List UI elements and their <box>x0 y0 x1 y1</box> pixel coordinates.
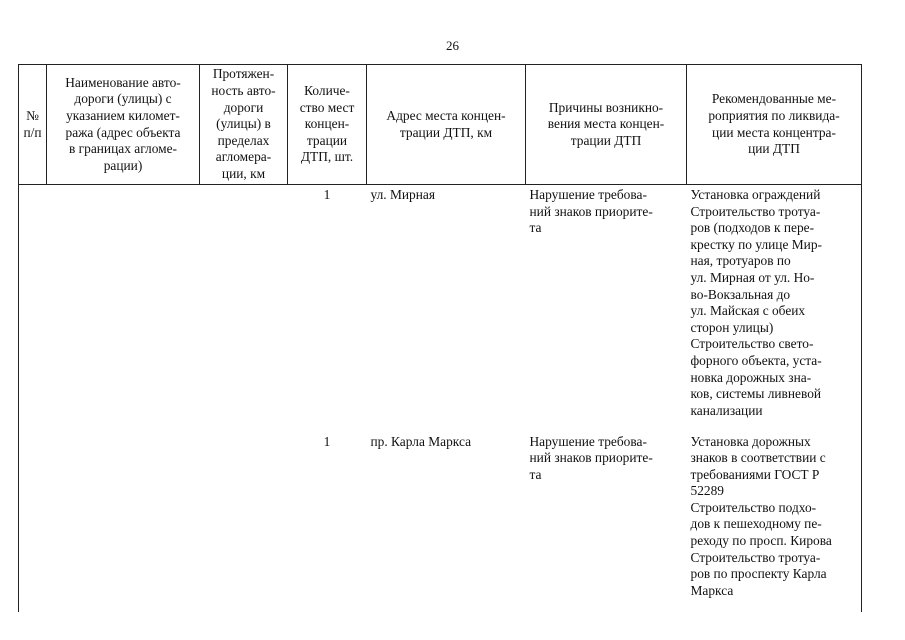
cell-measures: Установка ограждений Строительство тротуа- ров (подходов к пере- крестку по улице Мир- ная, тротуаров по ул. Мирная от ул. Но- во-Вокзальная до ул. Майская с обеих сторон улицы) Строительство свето- форного объекта, уста- новка дорожных зна- ков, системы ливневой канализации <box>687 185 862 432</box>
cell-address: пр. Карла Маркса <box>370 433 472 449</box>
header-length: Протяжен- ность авто- дороги (улицы) в пределах агломера- ции, км <box>200 65 288 185</box>
cell-length <box>200 432 288 612</box>
header-address: Адрес места концен- трации ДТП, км <box>367 65 526 185</box>
header-road-name: Наименование авто- дороги (улицы) с указанием километ- ража (адрес объекта в границах агломе- рации) <box>47 65 200 185</box>
cell-road-name <box>47 185 200 432</box>
table-row <box>19 432 862 612</box>
cell-causes: Нарушение требова- ний знаков приорите- та <box>529 187 653 236</box>
header-measures: Рекомендованные ме- роприятия по ликвида- ции места концентра- ции ДТП <box>687 65 862 185</box>
header-count: Количе- ство мест концен- трации ДТП, шт. <box>288 65 367 185</box>
cell-measures: Установка дорожных знаков в соответствии с требованиями ГОСТ Р 52289 Строительство подхо- дов к пешеходному пе- реходу по просп. Кирова Строительство тротуа- ров по проспекту Карла Маркса <box>687 432 862 612</box>
dtp-concentration-table <box>18 64 862 612</box>
cell-number <box>19 185 47 432</box>
cell-length <box>200 185 288 432</box>
cell-count: 1 <box>323 433 331 449</box>
cell-road-name <box>47 432 200 612</box>
cell-causes: Нарушение требова- ний знаков приорите- та <box>529 433 653 482</box>
table-header <box>19 65 862 185</box>
table-row <box>19 185 862 432</box>
cell-count: 1 <box>323 187 331 202</box>
header-causes: Причины возникно- вения места концен- трации ДТП <box>526 65 687 185</box>
cell-address: ул. Мирная <box>370 187 436 202</box>
cell-number <box>19 432 47 612</box>
header-number: № п/п <box>19 65 47 185</box>
page-number: 26 <box>446 38 459 53</box>
